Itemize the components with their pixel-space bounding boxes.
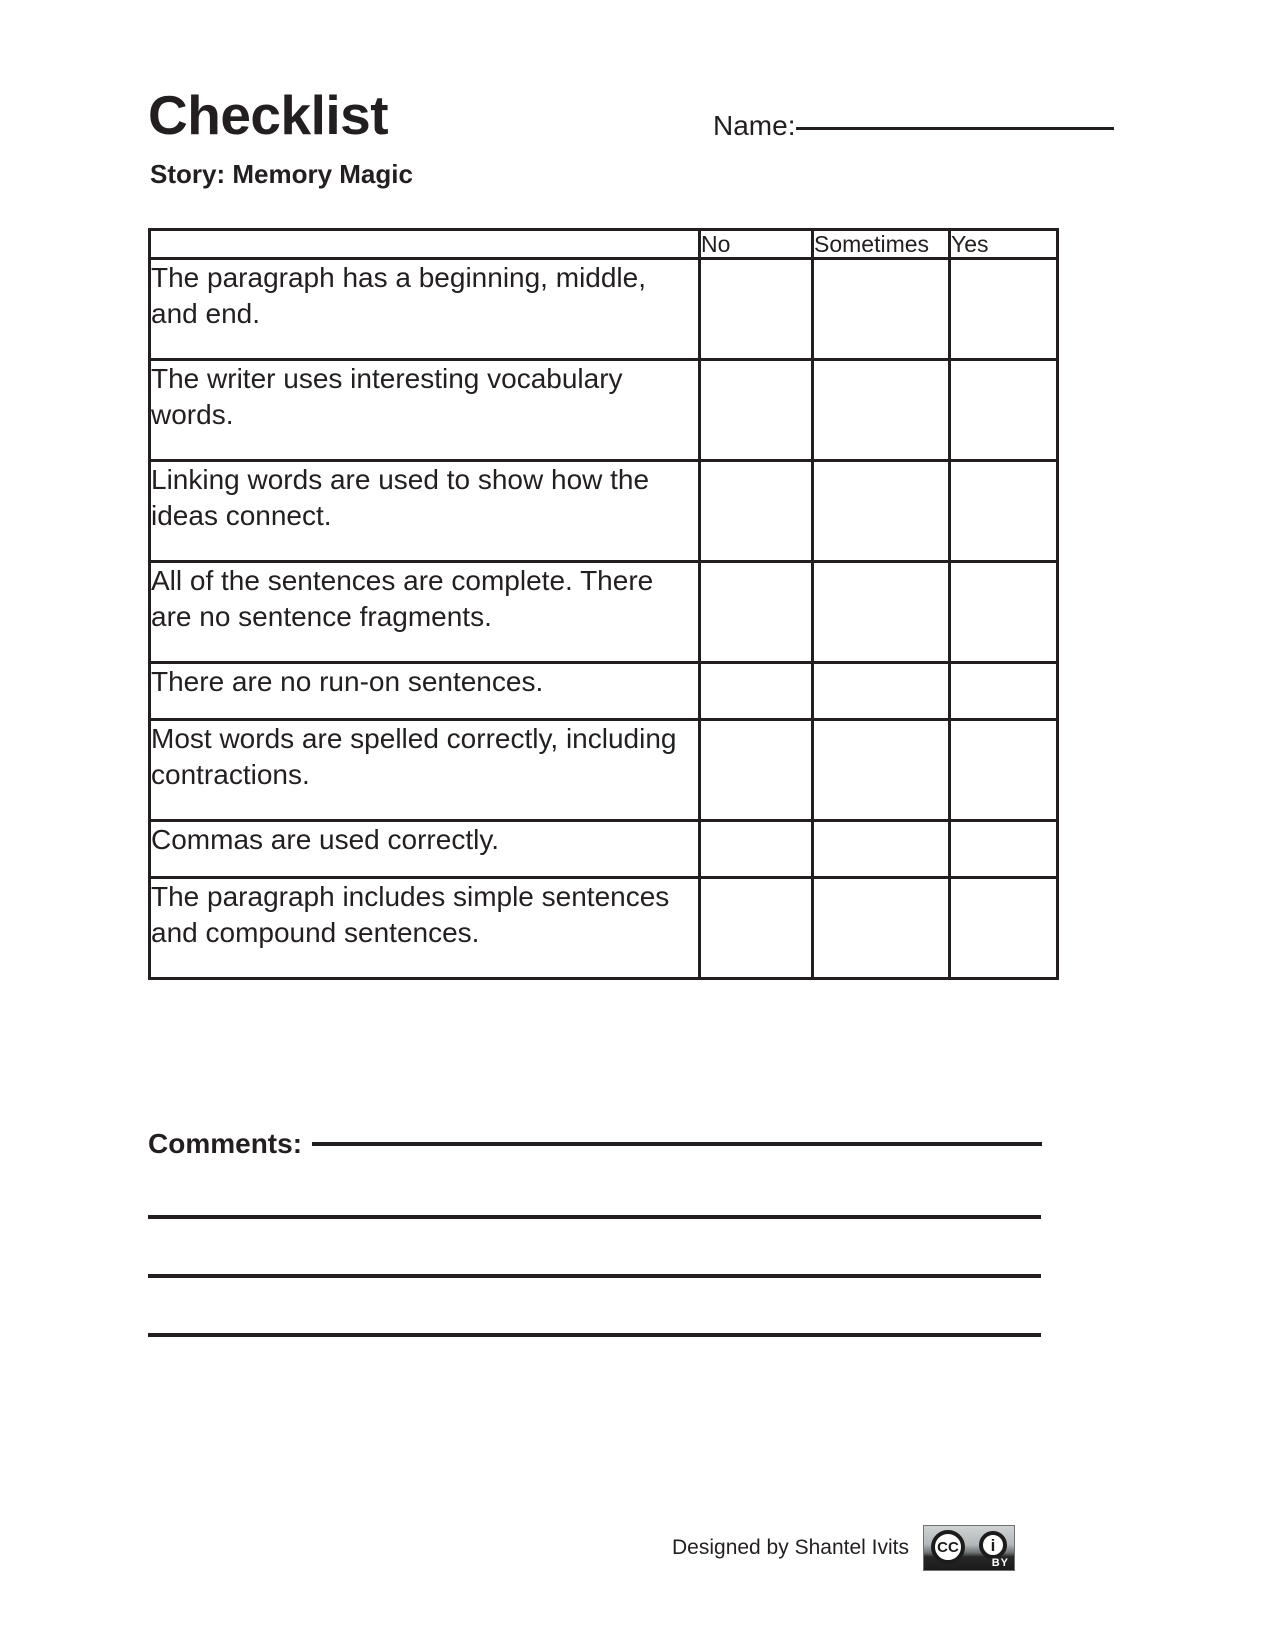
page-footer xyxy=(672,1525,1015,1571)
name-field-group xyxy=(713,110,1114,142)
checkbox-cell-no[interactable] xyxy=(700,663,813,720)
table-row xyxy=(150,720,1058,821)
table-row xyxy=(150,562,1058,663)
table-header-row xyxy=(150,230,1058,259)
story-subtitle: Story: Memory Magic xyxy=(150,159,413,189)
checkbox-cell-sometimes[interactable] xyxy=(813,878,950,979)
comments-input-line-2[interactable] xyxy=(148,1215,1041,1219)
cc-glyph-label: CC xyxy=(937,1538,959,1556)
checkbox-cell-yes[interactable] xyxy=(950,878,1058,979)
checkbox-cell-sometimes[interactable] xyxy=(813,360,950,461)
table-row xyxy=(150,461,1058,562)
table-row xyxy=(150,259,1058,360)
comments-input-line-3[interactable] xyxy=(148,1274,1041,1278)
name-label: Name: xyxy=(713,110,796,141)
criterion-text: Most words are spelled correctly, including contractions. xyxy=(150,720,700,821)
checkbox-cell-sometimes[interactable] xyxy=(813,720,950,821)
checkbox-cell-no[interactable] xyxy=(700,461,813,562)
attribution-glyph-label: i xyxy=(990,1535,996,1555)
criterion-text: Linking words are used to show how the ideas connect. xyxy=(150,461,700,562)
criterion-text: Commas are used correctly. xyxy=(150,821,700,878)
checkbox-cell-sometimes[interactable] xyxy=(813,562,950,663)
comments-input-line-1[interactable] xyxy=(312,1142,1042,1146)
criterion-text: There are no run-on sentences. xyxy=(150,663,700,720)
criterion-text: All of the sentences are complete. There are no sentence fragments. xyxy=(150,562,700,663)
creative-commons-by-icon xyxy=(923,1525,1015,1571)
checkbox-cell-no[interactable] xyxy=(700,259,813,360)
checkbox-cell-yes[interactable] xyxy=(950,259,1058,360)
page-title: Checklist xyxy=(148,84,389,146)
page-header xyxy=(148,84,1128,190)
checkbox-cell-yes[interactable] xyxy=(950,663,1058,720)
cc-by-label: BY xyxy=(991,1557,1009,1569)
checkbox-cell-sometimes[interactable] xyxy=(813,461,950,562)
checklist-table xyxy=(148,228,1059,980)
table-row xyxy=(150,878,1058,979)
comments-input-line-4[interactable] xyxy=(148,1333,1041,1337)
checkbox-cell-no[interactable] xyxy=(700,360,813,461)
table-row xyxy=(150,821,1058,878)
checkbox-cell-yes[interactable] xyxy=(950,562,1058,663)
checkbox-cell-sometimes[interactable] xyxy=(813,821,950,878)
checkbox-cell-no[interactable] xyxy=(700,562,813,663)
checkbox-cell-no[interactable] xyxy=(700,720,813,821)
column-header-blank xyxy=(150,230,700,259)
checkbox-cell-yes[interactable] xyxy=(950,461,1058,562)
checkbox-cell-yes[interactable] xyxy=(950,360,1058,461)
table-row xyxy=(150,360,1058,461)
criterion-text: The paragraph includes simple sentences and compound sentences. xyxy=(150,878,700,979)
column-header-yes: Yes xyxy=(950,230,1058,259)
checkbox-cell-no[interactable] xyxy=(700,878,813,979)
title-block xyxy=(148,84,413,190)
checkbox-cell-sometimes[interactable] xyxy=(813,663,950,720)
column-header-no: No xyxy=(700,230,813,259)
comments-header-row xyxy=(148,1128,1048,1160)
table-row xyxy=(150,663,1058,720)
name-input-line[interactable] xyxy=(796,127,1114,130)
cc-logo-icon xyxy=(931,1530,965,1564)
attribution-person-icon xyxy=(979,1531,1007,1559)
criterion-text: The paragraph has a beginning, middle, and end. xyxy=(150,259,700,360)
criterion-text: The writer uses interesting vocabulary words. xyxy=(150,360,700,461)
comments-label: Comments: xyxy=(148,1128,303,1159)
column-header-sometimes: Sometimes xyxy=(813,230,950,259)
checkbox-cell-no[interactable] xyxy=(700,821,813,878)
comments-section xyxy=(148,1128,1048,1337)
designer-credit: Designed by Shantel Ivits xyxy=(672,1536,909,1559)
checkbox-cell-yes[interactable] xyxy=(950,720,1058,821)
checkbox-cell-sometimes[interactable] xyxy=(813,259,950,360)
checkbox-cell-yes[interactable] xyxy=(950,821,1058,878)
